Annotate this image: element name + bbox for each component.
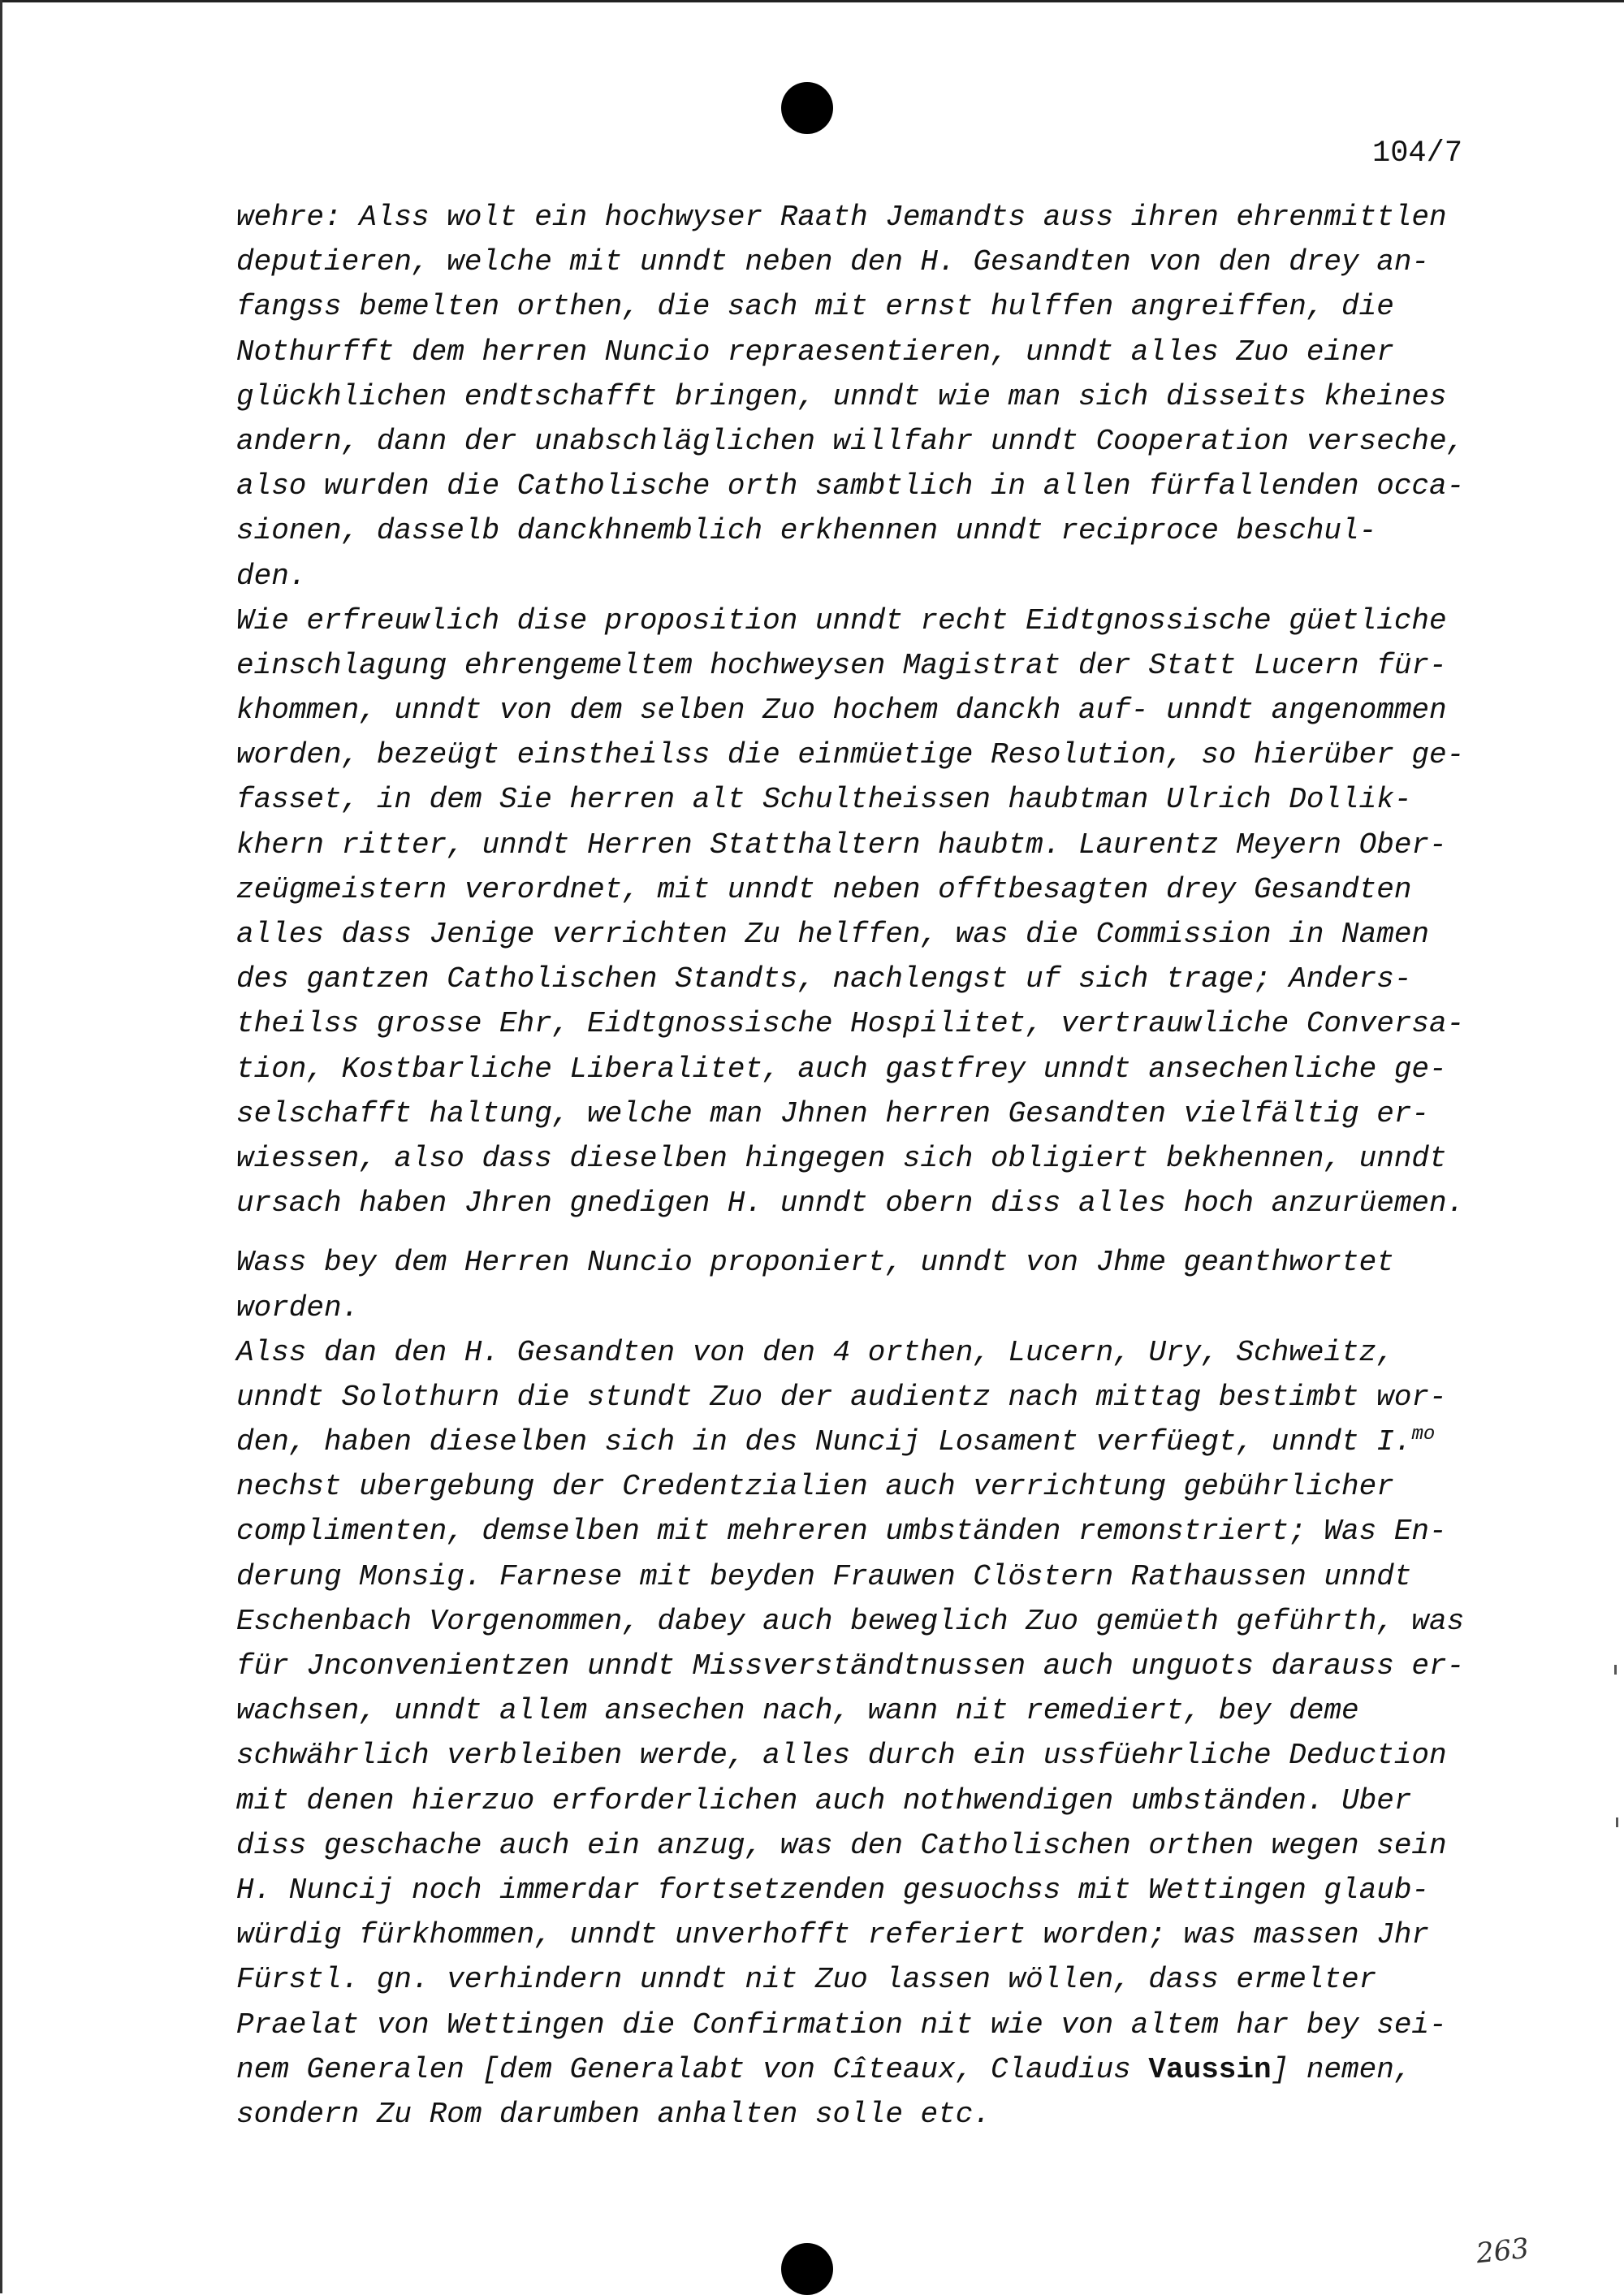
text-line: Eschenbach Vorgenommen, dabey auch beweglich Zuo gemüeth geführth, was — [236, 1604, 1465, 1638]
text-line: würdig fürkhommen, unndt unverhofft referiert worden; was massen Jhr — [236, 1918, 1430, 1952]
text-line: glückhlichen endtschafft bringen, unndt wie man sich disseits kheines — [236, 379, 1447, 413]
text-line: worden, bezeügt einstheilss die einmüetige Resolution, so hierüber ge- — [236, 738, 1465, 772]
text-line: khern ritter, unndt Herren Statthaltern haubtm. Laurentz Meyern Ober- — [236, 828, 1447, 862]
punch-hole-top-icon — [781, 82, 833, 134]
text-segment: den, haben dieselben sich in des Nuncij Losament verfüegt, unndt I. — [236, 1425, 1412, 1459]
text-line: mit denen hierzuo erforderlichen auch nothwendigen umbständen. Uber — [236, 1783, 1412, 1817]
page-number: 104/7 — [1372, 136, 1463, 171]
heading-line: worden. — [236, 1290, 360, 1325]
text-line: unndt Solothurn die stundt Zuo der audientz nach mittag bestimbt wor- — [236, 1380, 1447, 1414]
scan-edge-left — [0, 0, 2, 2293]
document-body — [236, 195, 1487, 2137]
paragraph-2 — [236, 599, 1487, 1226]
heading-line: Wass bey dem Herren Nuncio proponiert, unndt von Jhme geanthwortet — [236, 1246, 1394, 1280]
text-line: fangss bemelten orthen, die sach mit ernst hulffen angreiffen, die — [236, 290, 1394, 324]
text-line: also wurden die Catholische orth sambtlich in allen fürfallenden occa- — [236, 469, 1465, 504]
text-line — [236, 1420, 1487, 1464]
paragraph-3 — [236, 1330, 1487, 2137]
punch-hole-bottom-icon — [781, 2243, 833, 2295]
text-line: deputieren, welche mit unndt neben den H. Gesandten von den drey an- — [236, 245, 1430, 279]
text-line: theilss grosse Ehr, Eidtgnossische Hospilitet, vertrauwliche Conversa- — [236, 1007, 1465, 1041]
paragraph-1 — [236, 195, 1487, 599]
text-line: einschlagung ehrengemeltem hochweysen Magistrat der Statt Lucern für- — [236, 648, 1447, 682]
scan-speck — [1614, 1665, 1617, 1675]
text-line: ursach haben Jhren gnedigen H. unndt obern diss alles hoch anzurüemen. — [236, 1186, 1465, 1221]
text-line: nechst ubergebung der Credentzialien auch verrichtung gebührlicher — [236, 1470, 1394, 1504]
text-line: zeügmeistern verordnet, mit unndt neben offtbesagten drey Gesandten — [236, 872, 1412, 906]
text-line: schwährlich verbleiben werde, alles durch ein ussfüehrliche Deduction — [236, 1739, 1447, 1773]
text-line: diss geschache auch ein anzug, was den Catholischen orthen wegen sein — [236, 1828, 1447, 1862]
text-line: Wie erfreuwlich dise proposition unndt recht Eidtgnossische güetliche — [236, 603, 1447, 638]
text-line: wiessen, also dass dieselben hingegen sich obligiert bekhennen, unndt — [236, 1141, 1447, 1175]
paragraph-gap — [236, 1225, 1487, 1240]
text-line: sondern Zu Rom darumben anhalten solle etc. — [236, 2097, 991, 2131]
text-line: des gantzen Catholischen Standts, nachlengst uf sich trage; Anders- — [236, 962, 1412, 996]
text-line: andern, dann der unabschläglichen willfahr unndt Cooperation verseche, — [236, 424, 1465, 458]
text-line: selschafft haltung, welche man Jhnen herren Gesandten vielfältig er- — [236, 1096, 1430, 1130]
text-line: Praelat von Wettingen die Confirmation nit wie von altem har bey sei- — [236, 2008, 1447, 2042]
text-line: derung Monsig. Farnese mit beyden Frauwen Clöstern Rathaussen unndt — [236, 1559, 1412, 1593]
text-line: Fürstl. gn. verhindern unndt nit Zuo lassen wöllen, dass ermelter — [236, 1963, 1377, 1997]
text-line: den. — [236, 559, 307, 593]
section-heading — [236, 1240, 1487, 1329]
text-line: fasset, in dem Sie herren alt Schultheissen haubtman Ulrich Dollik- — [236, 783, 1412, 817]
superscript: mo — [1411, 1424, 1436, 1446]
text-line: Nothurfft dem herren Nuncio repraesentieren, unndt alles Zuo einer — [236, 335, 1394, 369]
text-line: sionen, dasselb danckhnemblich erkhennen unndt reciproce beschul- — [236, 514, 1377, 548]
text-line: wehre: Alss wolt ein hochwyser Raath Jemandts auss ihren ehrenmittlen — [236, 201, 1447, 234]
text-line: wachsen, unndt allem ansechen nach, wann nit remediert, bey deme — [236, 1694, 1359, 1728]
text-line: alles dass Jenige verrichten Zu helffen, was die Commission in Namen — [236, 918, 1430, 951]
handwritten-folio-number: 263 — [1475, 2232, 1531, 2271]
text-line: für Jnconvenientzen unndt Missverständtnussen auch unguots darauss er- — [236, 1649, 1465, 1683]
scan-speck — [1616, 1817, 1618, 1827]
text-segment: ] nemen, — [1271, 2052, 1412, 2086]
text-line — [236, 2047, 1487, 2092]
scan-edge-top — [0, 0, 1624, 2]
text-segment: nem Generalen [dem Generalabt von Cîteaux, Claudius — [236, 2052, 1149, 2086]
text-line: tion, Kostbarliche Liberalitet, auch gastfrey unndt ansechenliche ge- — [236, 1052, 1447, 1086]
text-line: complimenten, demselben mit mehreren umbständen remonstriert; Was En- — [236, 1515, 1447, 1549]
text-line: H. Nuncij noch immerdar fortsetzenden gesuochss mit Wettingen glaub- — [236, 1873, 1430, 1907]
text-line: Alss dan den H. Gesandten von den 4 orthen, Lucern, Ury, Schweitz, — [236, 1335, 1394, 1369]
bold-name: Vaussin — [1148, 2052, 1272, 2086]
text-line: khommen, unndt von dem selben Zuo hochem danckh auf- unndt angenommen — [236, 694, 1447, 728]
